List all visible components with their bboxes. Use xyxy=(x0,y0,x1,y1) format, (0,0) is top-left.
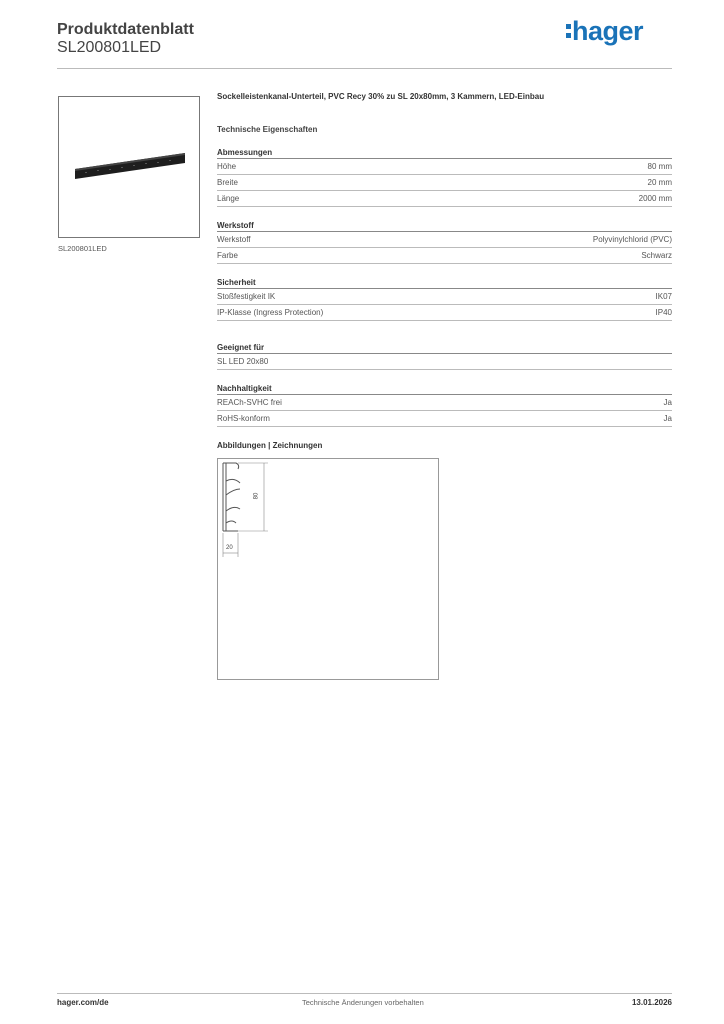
row-label: Werkstoff xyxy=(217,235,251,244)
logo-text: hager xyxy=(572,16,644,46)
row-label: Breite xyxy=(217,178,238,187)
product-image xyxy=(58,96,200,238)
table-row xyxy=(217,305,672,321)
row-label: Stoßfestigkeit IK xyxy=(217,292,276,301)
drawings-heading: Abbildungen | Zeichnungen xyxy=(217,441,323,450)
table-row xyxy=(217,191,672,207)
section-title: Sicherheit xyxy=(217,278,672,289)
row-value: Ja xyxy=(663,398,672,407)
row-value: Polyvinylchlorid (PVC) xyxy=(592,235,672,244)
technical-heading: Technische Eigenschaften xyxy=(217,125,318,134)
product-description: Sockelleistenkanal-Unterteil, PVC Recy 30% zu SL 20x80mm, 3 Kammern, LED-Einbau xyxy=(217,92,545,101)
section-dimensions xyxy=(217,148,672,207)
skirting-duct-icon xyxy=(59,97,199,237)
footer-disclaimer: Technische Änderungen vorbehalten xyxy=(302,998,424,1007)
table-row xyxy=(217,248,672,264)
row-label: Farbe xyxy=(217,251,238,260)
row-value: Schwarz xyxy=(641,251,672,260)
dimension-height-label: 80 xyxy=(253,492,260,500)
dimension-width-label: 20 xyxy=(226,545,233,551)
row-value: 20 mm xyxy=(647,178,672,187)
hager-logo xyxy=(566,16,643,47)
profile-drawing-icon xyxy=(218,459,438,679)
logo-colon-icon xyxy=(566,24,572,42)
section-material xyxy=(217,221,672,264)
table-row xyxy=(217,232,672,248)
footer-website-link[interactable]: hager.com/de xyxy=(57,998,109,1007)
row-label: Länge xyxy=(217,194,240,203)
image-caption: SL200801LED xyxy=(58,244,107,253)
row-value: 80 mm xyxy=(647,162,672,171)
row-value: IK07 xyxy=(655,292,672,301)
product-details xyxy=(217,92,672,680)
section-safety xyxy=(217,278,672,321)
article-number: SL200801LED xyxy=(57,39,162,56)
section-title: Werkstoff xyxy=(217,221,672,232)
table-row xyxy=(217,395,672,411)
row-label: IP-Klasse (Ingress Protection) xyxy=(217,308,324,317)
row-value: IP40 xyxy=(655,308,672,317)
row-value: 2000 mm xyxy=(638,194,672,203)
section-sustainability xyxy=(217,384,672,427)
row-value: Ja xyxy=(663,414,672,423)
row-label: RoHS-konform xyxy=(217,414,270,423)
page-title: Produktdatenblatt xyxy=(57,21,194,38)
footer-divider xyxy=(57,993,672,994)
table-row xyxy=(217,289,672,305)
section-suitable-for xyxy=(217,343,672,370)
footer-date: 13.01.2026 xyxy=(631,998,672,1007)
section-title: Geeignet für xyxy=(217,343,672,354)
row-label: REACh-SVHC frei xyxy=(217,398,282,407)
table-row xyxy=(217,175,672,191)
section-title: Abmessungen xyxy=(217,148,672,159)
row-label: Höhe xyxy=(217,162,237,171)
table-row xyxy=(217,354,672,370)
table-row xyxy=(217,411,672,427)
technical-drawing xyxy=(217,458,439,680)
header-divider xyxy=(57,68,672,69)
row-label: SL LED 20x80 xyxy=(217,357,269,366)
section-title: Nachhaltigkeit xyxy=(217,384,672,395)
table-row xyxy=(217,159,672,175)
